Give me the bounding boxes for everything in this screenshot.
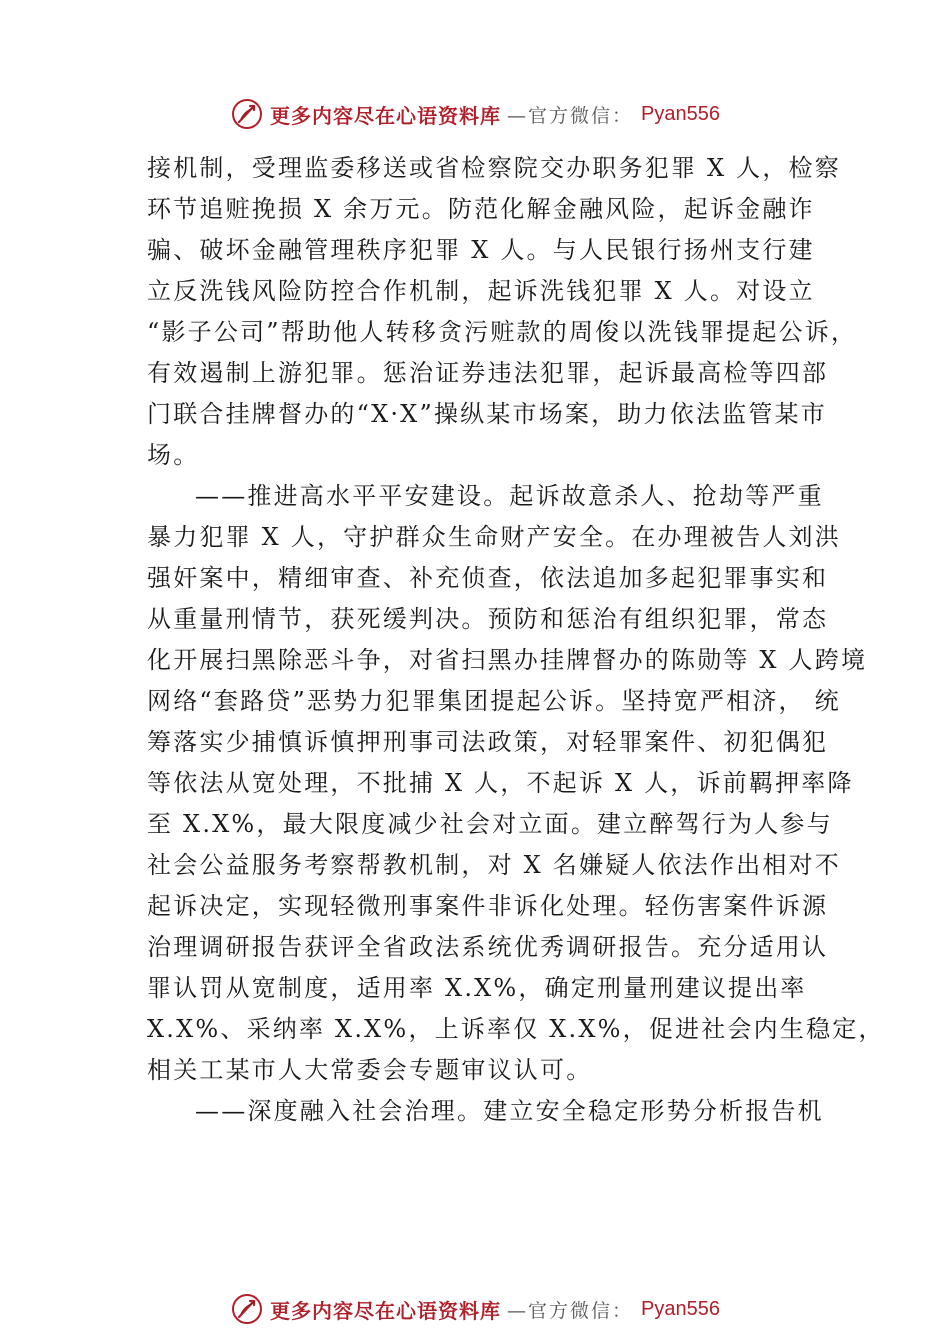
text-line: “影子公司”帮助他人转移贪污赃款的周俊以洗钱罪提起公诉，: [147, 318, 858, 346]
quill-logo-icon: [230, 97, 264, 131]
text-line: 骗、破坏金融管理秩序犯罪 X 人。与人民银行扬州支行建: [147, 236, 815, 264]
text-line: 强奸案中，精细审查、补充侦查，依法追加多起犯罪事实和: [147, 564, 829, 592]
quill-logo-icon: [230, 1292, 264, 1326]
text-line: 社会公益服务考察帮教机制，对 X 名嫌疑人依法作出相对不: [147, 851, 841, 879]
text-line: 环节追赃挽损 X 余万元。防范化解金融风险，起诉金融诈: [147, 195, 815, 223]
text-line: 立反洗钱风险防控合作机制，起诉洗钱犯罪 X 人。对设立: [147, 277, 815, 305]
watermark-footer: [0, 1289, 950, 1329]
watermark-brand-text: 更多内容尽在心语资料库: [270, 103, 501, 128]
text-line: 相关工某市人大常委会专题审议认可。: [147, 1056, 593, 1084]
watermark-header: [0, 94, 950, 134]
text-line: 暴力犯罪 X 人，守护群众生命财产安全。在办理被告人刘洪: [147, 523, 841, 551]
document-body: [147, 148, 885, 1132]
text-line: 网络“套路贷”恶势力犯罪集团提起公诉。坚持宽严相济， 统: [147, 687, 841, 715]
watermark-wechat-id: Pyan556: [641, 1297, 720, 1320]
text-line: X.X%、采纳率 X.X%，上诉率仅 X.X%，促进社会内生稳定，: [147, 1015, 885, 1043]
text-line: 从重量刑情节，获死缓判决。预防和惩治有组织犯罪，常态: [147, 605, 829, 633]
text-line: 等依法从宽处理，不批捕 X 人，不起诉 X 人，诉前羁押率降: [147, 769, 854, 797]
watermark-brand-text: 更多内容尽在心语资料库: [270, 1298, 501, 1323]
text-line: 门联合挂牌督办的“X·X”操纵某市场案，助力依法监管某市: [147, 400, 827, 428]
text-line: 至 X.X%，最大限度减少社会对立面。建立醉驾行为人参与: [147, 810, 833, 838]
text-line: ——深度融入社会治理。建立安全稳定形势分析报告机: [195, 1097, 824, 1125]
text-line: 化开展扫黑除恶斗争，对省扫黑办挂牌督办的陈勋等 X 人跨境: [147, 646, 868, 674]
watermark-official-text: —官方微信：: [507, 1299, 634, 1322]
text-line: 起诉决定，实现轻微刑事案件非诉化处理。轻伤害案件诉源: [147, 892, 829, 920]
text-line: 罪认罚从宽制度，适用率 X.X%，确定刑量刑建议提出率: [147, 974, 807, 1002]
text-line: ——推进高水平平安建设。起诉故意杀人、抢劫等严重: [195, 482, 824, 510]
text-line: 接机制，受理监委移送或省检察院交办职务犯罪 X 人，检察: [147, 154, 841, 182]
text-line: 有效遏制上游犯罪。惩治证券违法犯罪，起诉最高检等四部: [147, 359, 829, 387]
text-line: 筹落实少捕慎诉慎押刑事司法政策，对轻罪案件、初犯偶犯: [147, 728, 829, 756]
text-line: 场。: [147, 441, 200, 469]
watermark-wechat-id: Pyan556: [641, 102, 720, 125]
text-line: 治理调研报告获评全省政法系统优秀调研报告。充分适用认: [147, 933, 829, 961]
watermark-official-text: —官方微信：: [507, 104, 634, 127]
